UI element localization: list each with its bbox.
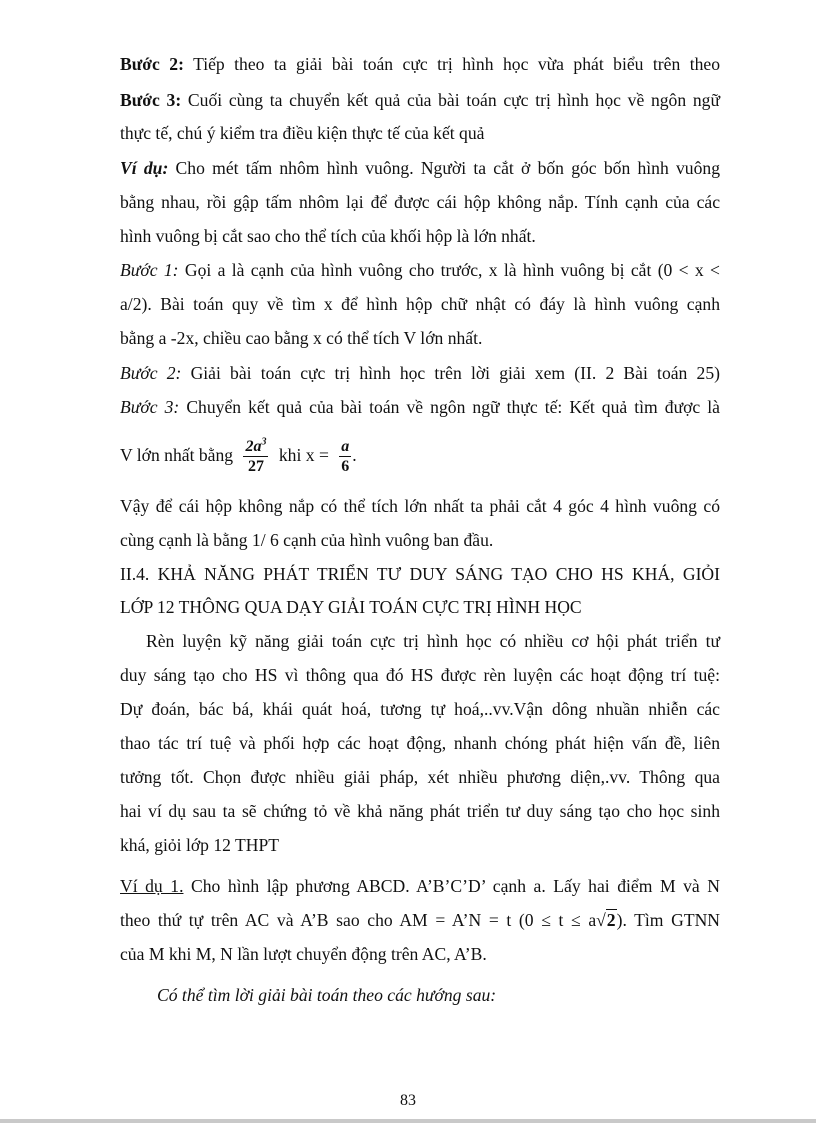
conclusion-line-1: Vậy để cái hộp không nắp có thể tích lớn nhất ta phải cắt 4 góc 4 hình vuông có <box>120 496 720 516</box>
step3-cont: thực tế, chú ý kiểm tra điều kiện thực tế của kết quả <box>120 123 485 143</box>
step2b-line: Bước 2: Giải bài toán cực trị hình học trên lời giải xem (II. 2 Bài toán 25) <box>120 363 720 383</box>
example-line: Ví dụ: Cho mét tấm nhôm hình vuông. Người ta cắt ở bốn góc bốn hình vuông <box>120 158 720 178</box>
step1-line: Bước 1: Gọi a là cạnh của hình vuông cho trước, x là hình vuông bị cắt (0 < x < <box>120 260 720 280</box>
para-line-2: duy sáng tạo cho HS vì thông qua đó HS được rèn luyện các hoạt động trí tuệ: <box>120 665 720 685</box>
conclusion-line-2: cùng cạnh là bằng 1/ 6 cạnh của hình vuông ban đầu. <box>120 530 494 550</box>
step1-cont-2: bằng a -2x, chiều cao bằng x có thể tích V lớn nhất. <box>120 328 483 348</box>
step1-label: Bước 1: <box>120 260 179 280</box>
section-heading-line-2: LỚP 12 THÔNG QUA DẠY GIẢI TOÁN CỰC TRỊ HÌNH HỌC <box>120 597 582 617</box>
step3-label: Bước 3: <box>120 90 182 110</box>
step2-line: Bước 2: Tiếp theo ta giải bài toán cực trị hình học vừa phát biểu trên theo <box>120 54 720 74</box>
step2-label: Bước 2: <box>120 54 184 74</box>
fraction-a-over-6: $\frac{a}{6}$ <box>341 438 350 476</box>
example1-label: Ví dụ 1. <box>120 876 184 896</box>
para-line-1: Rèn luyện kỹ năng giải toán cực trị hình học có nhiều cơ hội phát triển tư <box>146 631 720 651</box>
page-number: 83 <box>400 1092 416 1109</box>
step2b-label: Bước 2: <box>120 363 182 383</box>
page-bottom-edge <box>0 1119 816 1123</box>
example1-cont-1: theo thứ tự trên AC và A’B sao cho AM = A’N = t (0 ≤ t ≤ a√2). Tìm GTNN <box>120 910 720 930</box>
step3b-label: Bước 3: <box>120 397 180 417</box>
example-cont-2: hình vuông bị cắt sao cho thể tích của khối hộp là lớn nhất. <box>120 226 536 246</box>
step3b-line: Bước 3: Chuyển kết quả của bài toán về ngôn ngữ thực tế: Kết quả tìm được là <box>120 397 720 417</box>
para-line-3: Dự đoán, bác bá, khái quát hoá, tương tự hoá,..vv.Vận dông nhuần nhiễn các <box>120 699 720 719</box>
fraction-2a3-over-27: $\frac{2a^3}{27}$ <box>245 437 267 476</box>
formula-line: V lớn nhất bằng $\frac{2a^3}{27}$ khi x = $\frac{a}{6}$ . <box>120 437 357 476</box>
section-heading-line-1: II.4. KHẢ NĂNG PHÁT TRIỂN TƯ DUY SÁNG TẠO CHO HS KHÁ, GIỎI <box>120 564 720 584</box>
para-line-6: hai ví dụ sau ta sẽ chứng tỏ về khả năng phát triển tư duy sáng tạo cho học sinh <box>120 801 720 821</box>
example1-line: Ví dụ 1. Cho hình lập phương ABCD. A’B’C’D’ cạnh a. Lấy hai điểm M và N <box>120 876 720 896</box>
solution-hint: Có thể tìm lời giải bài toán theo các hướng sau: <box>157 985 497 1005</box>
step3-line: Bước 3: Cuối cùng ta chuyển kết quả của bài toán cực trị hình học về ngôn ngữ <box>120 90 720 110</box>
para-line-5: tưởng tốt. Chọn được nhiều giải pháp, xét nhiều phương diện,.vv. Thông qua <box>120 767 720 787</box>
example-label: Ví dụ: <box>120 158 169 178</box>
step1-cont-1: a/2). Bài toán quy về tìm x để hình hộp chữ nhật có đáy là hình vuông cạnh <box>120 294 720 314</box>
example1-cont-2: của M khi M, N lần lượt chuyển động trên AC, A’B. <box>120 944 487 964</box>
para-line-7: khá, giỏi lớp 12 THPT <box>120 835 280 855</box>
para-line-4: thao tác trí tuệ và phối hợp các hoạt động, nhanh chóng phát hiện vấn đề, liên <box>120 733 720 753</box>
example-cont-1: bằng nhau, rồi gập tấm nhôm lại để được cái hộp không nắp. Tính cạnh của các <box>120 192 720 212</box>
sqrt-2: √2 <box>596 910 616 930</box>
